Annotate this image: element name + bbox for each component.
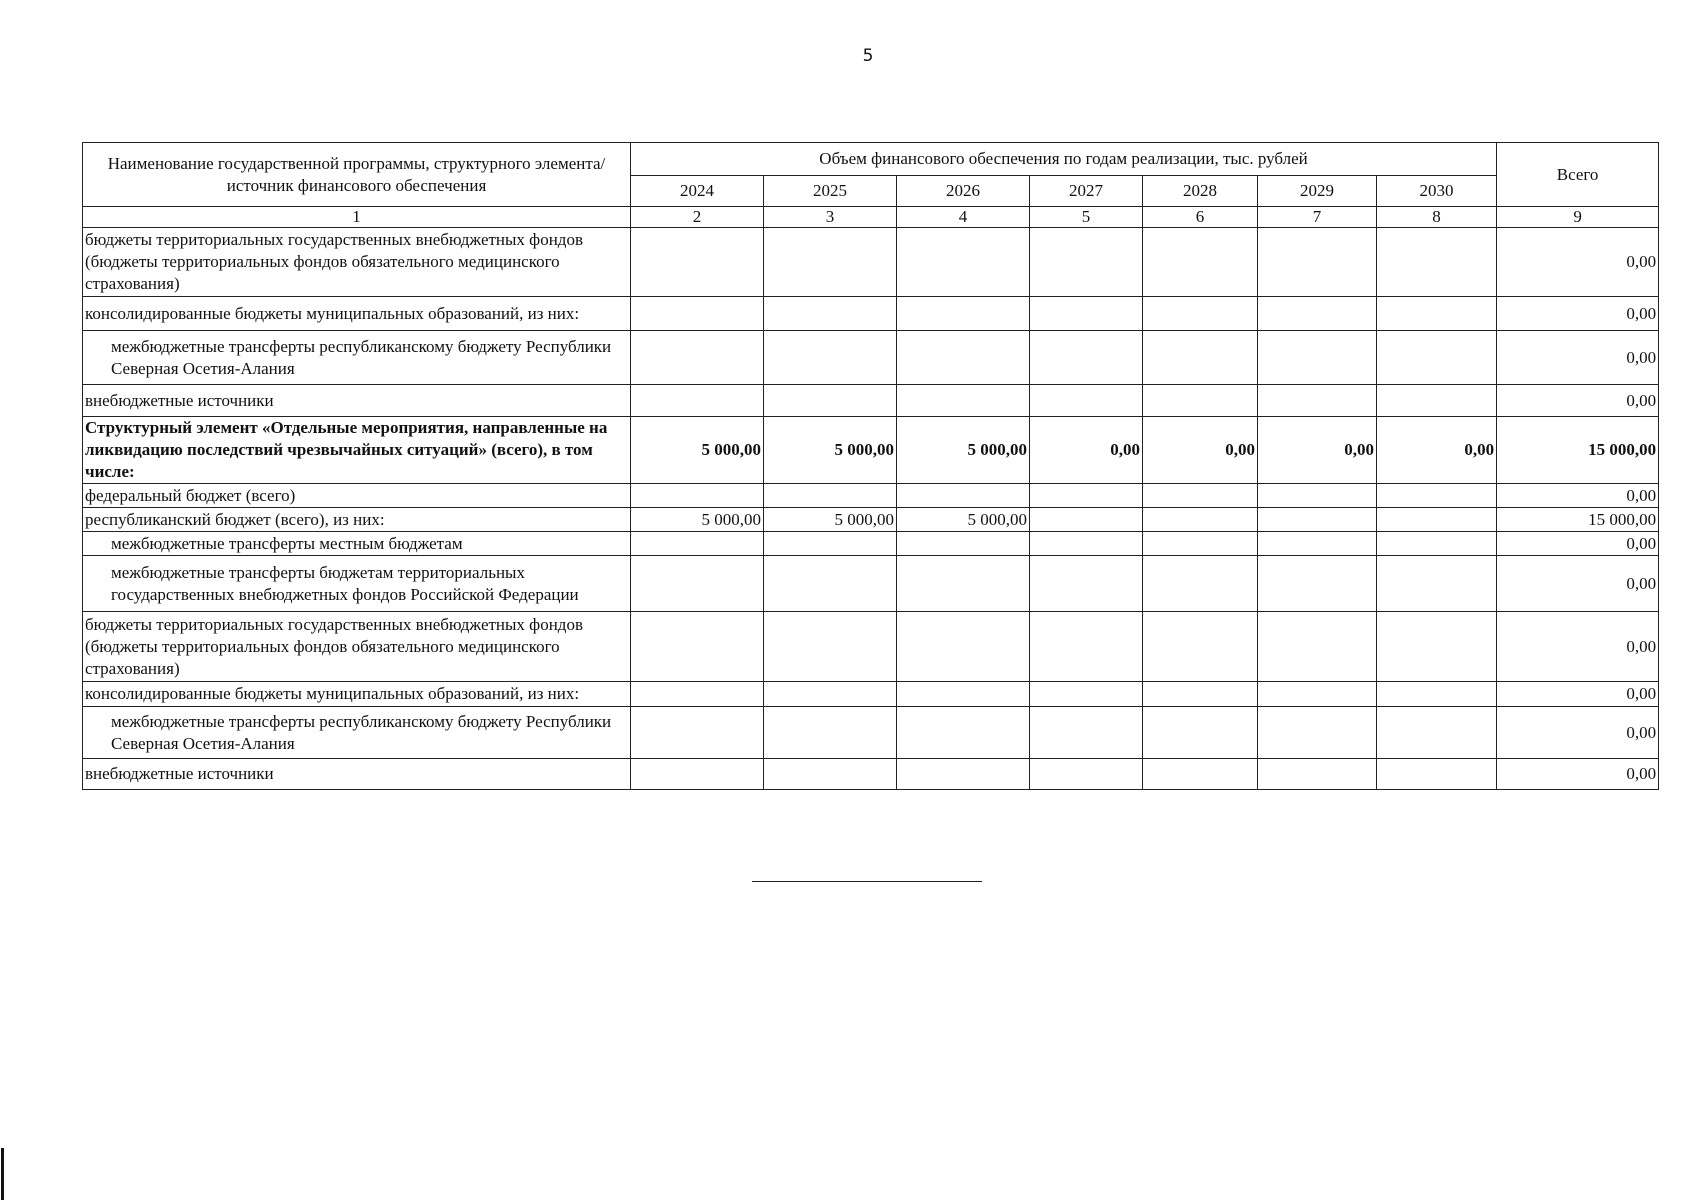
row-value — [1377, 228, 1497, 297]
row-total: 15 000,00 — [1497, 417, 1659, 484]
table-row — [83, 417, 1659, 484]
row-value — [1143, 508, 1258, 532]
row-value — [1377, 508, 1497, 532]
row-value — [1030, 759, 1143, 790]
header-year-2026: 2026 — [897, 176, 1030, 207]
column-number: 9 — [1497, 207, 1659, 228]
row-value — [1258, 532, 1377, 556]
row-value — [1143, 759, 1258, 790]
header-year-2027: 2027 — [1030, 176, 1143, 207]
row-value — [1030, 385, 1143, 417]
row-value — [1030, 331, 1143, 385]
table-row — [83, 508, 1659, 532]
row-value — [897, 532, 1030, 556]
row-label: внебюджетные источники — [83, 385, 631, 417]
row-value — [764, 556, 897, 612]
row-value — [1030, 682, 1143, 707]
row-value — [764, 297, 897, 331]
page-number: 5 — [862, 46, 874, 66]
row-value: 5 000,00 — [631, 417, 764, 484]
row-value — [1377, 556, 1497, 612]
row-value — [631, 228, 764, 297]
column-number: 6 — [1143, 207, 1258, 228]
column-number: 8 — [1377, 207, 1497, 228]
row-total: 0,00 — [1497, 228, 1659, 297]
row-label: бюджеты территориальных государственных внебюджетных фондов (бюджеты территориальных фондов обязательного медицинского страхования) — [83, 228, 631, 297]
table-row — [83, 612, 1659, 682]
row-value — [631, 759, 764, 790]
row-value — [631, 612, 764, 682]
row-value — [1030, 297, 1143, 331]
row-value — [1030, 612, 1143, 682]
row-value — [897, 556, 1030, 612]
row-total: 0,00 — [1497, 759, 1659, 790]
row-value — [764, 707, 897, 759]
row-label: межбюджетные трансферты республиканскому бюджету Республики Северная Осетия-Алания — [83, 707, 631, 759]
row-value — [897, 228, 1030, 297]
row-value — [1030, 556, 1143, 612]
row-value: 0,00 — [1143, 417, 1258, 484]
row-value: 5 000,00 — [631, 508, 764, 532]
row-label: консолидированные бюджеты муниципальных образований, из них: — [83, 297, 631, 331]
row-total: 0,00 — [1497, 385, 1659, 417]
row-value — [897, 612, 1030, 682]
row-total: 0,00 — [1497, 331, 1659, 385]
closing-rule — [752, 881, 982, 882]
row-value — [1143, 707, 1258, 759]
row-value — [764, 484, 897, 508]
row-value — [1258, 556, 1377, 612]
row-value — [1377, 612, 1497, 682]
column-number: 4 — [897, 207, 1030, 228]
row-value — [1143, 556, 1258, 612]
row-value — [631, 385, 764, 417]
row-total: 0,00 — [1497, 532, 1659, 556]
row-value — [897, 707, 1030, 759]
row-value: 0,00 — [1258, 417, 1377, 484]
column-number: 1 — [83, 207, 631, 228]
row-value — [1258, 707, 1377, 759]
row-value — [1258, 297, 1377, 331]
row-value: 0,00 — [1030, 417, 1143, 484]
row-total: 0,00 — [1497, 612, 1659, 682]
table-row — [83, 556, 1659, 612]
row-value — [1143, 385, 1258, 417]
row-value — [1030, 484, 1143, 508]
row-value — [1377, 532, 1497, 556]
row-value — [1377, 707, 1497, 759]
row-total: 0,00 — [1497, 484, 1659, 508]
row-value — [897, 484, 1030, 508]
row-value — [1377, 331, 1497, 385]
row-total: 0,00 — [1497, 556, 1659, 612]
table-row — [83, 707, 1659, 759]
row-value — [1143, 484, 1258, 508]
header-row-1 — [83, 143, 1659, 176]
row-value — [1377, 297, 1497, 331]
header-years-group: Объем финансового обеспечения по годам реализации, тыс. рублей — [631, 143, 1497, 176]
row-label: межбюджетные трансферты республиканскому бюджету Республики Северная Осетия-Алания — [83, 331, 631, 385]
row-value: 0,00 — [1377, 417, 1497, 484]
table-row — [83, 682, 1659, 707]
row-value: 5 000,00 — [764, 508, 897, 532]
header-year-2029: 2029 — [1258, 176, 1377, 207]
row-value — [897, 297, 1030, 331]
row-value — [764, 759, 897, 790]
row-value: 5 000,00 — [897, 417, 1030, 484]
header-year-2024: 2024 — [631, 176, 764, 207]
row-total: 0,00 — [1497, 682, 1659, 707]
row-value — [764, 532, 897, 556]
row-value — [631, 297, 764, 331]
row-value — [1258, 484, 1377, 508]
row-value — [631, 707, 764, 759]
row-label: республиканский бюджет (всего), из них: — [83, 508, 631, 532]
table-row — [83, 532, 1659, 556]
row-label: бюджеты территориальных государственных внебюджетных фондов (бюджеты территориальных фондов обязательного медицинского страхования) — [83, 612, 631, 682]
row-value — [1377, 682, 1497, 707]
row-label: федеральный бюджет (всего) — [83, 484, 631, 508]
column-number: 3 — [764, 207, 897, 228]
row-value — [1143, 228, 1258, 297]
row-value — [897, 759, 1030, 790]
row-value — [764, 331, 897, 385]
margin-mark — [1, 1148, 4, 1200]
row-value — [1258, 508, 1377, 532]
row-value — [1258, 331, 1377, 385]
column-number: 5 — [1030, 207, 1143, 228]
row-value — [631, 331, 764, 385]
row-label: межбюджетные трансферты местным бюджетам — [83, 532, 631, 556]
row-value — [764, 612, 897, 682]
header-year-2028: 2028 — [1143, 176, 1258, 207]
financing-table — [82, 142, 1659, 790]
row-value — [1377, 484, 1497, 508]
row-value — [1377, 759, 1497, 790]
row-label: межбюджетные трансферты бюджетам территориальных государственных внебюджетных фондов Российской Федерации — [83, 556, 631, 612]
row-label: консолидированные бюджеты муниципальных образований, из них: — [83, 682, 631, 707]
column-number: 2 — [631, 207, 764, 228]
column-number: 7 — [1258, 207, 1377, 228]
row-value — [631, 484, 764, 508]
row-value — [897, 385, 1030, 417]
row-value — [1258, 228, 1377, 297]
row-value — [897, 331, 1030, 385]
row-value — [1030, 508, 1143, 532]
row-total: 0,00 — [1497, 297, 1659, 331]
header-name-column: Наименование государственной программы, структурного элемента/источник финансового обеспечения — [83, 143, 631, 207]
header-total-column: Всего — [1497, 143, 1659, 207]
table-row — [83, 228, 1659, 297]
row-value — [1258, 759, 1377, 790]
header-year-2025: 2025 — [764, 176, 897, 207]
row-value: 5 000,00 — [764, 417, 897, 484]
row-value — [631, 682, 764, 707]
table-row — [83, 484, 1659, 508]
table-row — [83, 331, 1659, 385]
row-value — [631, 532, 764, 556]
row-total: 15 000,00 — [1497, 508, 1659, 532]
row-label: внебюджетные источники — [83, 759, 631, 790]
row-value — [764, 682, 897, 707]
row-value — [897, 682, 1030, 707]
table-row — [83, 759, 1659, 790]
row-value — [1143, 331, 1258, 385]
row-value — [1143, 297, 1258, 331]
row-value — [1030, 228, 1143, 297]
row-value — [1143, 612, 1258, 682]
row-value — [1258, 612, 1377, 682]
row-value — [1377, 385, 1497, 417]
row-value — [764, 228, 897, 297]
row-value — [1258, 682, 1377, 707]
row-value — [1143, 682, 1258, 707]
row-value — [1030, 532, 1143, 556]
row-value — [1143, 532, 1258, 556]
row-value — [631, 556, 764, 612]
column-numbers-row — [83, 207, 1659, 228]
row-value — [1258, 385, 1377, 417]
table-row — [83, 297, 1659, 331]
row-total: 0,00 — [1497, 707, 1659, 759]
row-label: Структурный элемент «Отдельные мероприятия, направленные на ликвидацию последствий чрезвычайных ситуаций» (всего), в том числе: — [83, 417, 631, 484]
row-value — [764, 385, 897, 417]
table-row — [83, 385, 1659, 417]
row-value — [1030, 707, 1143, 759]
row-value: 5 000,00 — [897, 508, 1030, 532]
header-year-2030: 2030 — [1377, 176, 1497, 207]
